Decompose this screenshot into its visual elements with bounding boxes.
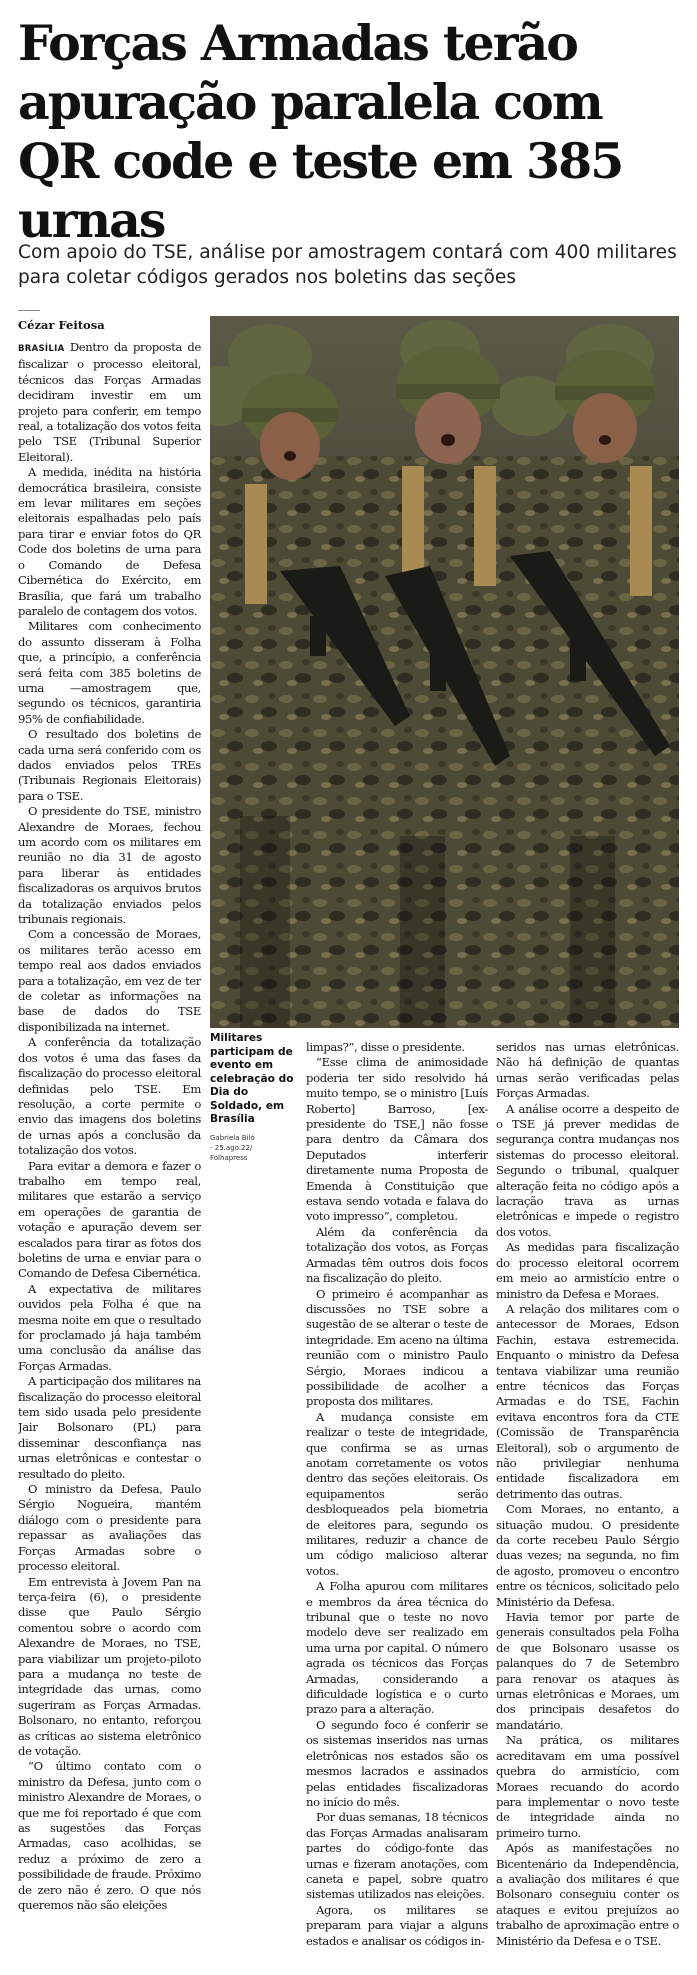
paragraph: O ministro da Defesa, Paulo Sérgio Nogueira, mantém diálogo com o presidente para repassar as avaliações das Forças Armadas sobre o processo eleitoral. (18, 1482, 201, 1574)
caption-text: Militares participam de evento em celebração do Dia do Soldado, em Brasília (210, 1032, 294, 1125)
photo-credit-date: - 25.ago.22/ (210, 1143, 253, 1152)
body-column-3 (496, 1040, 679, 1970)
soldiers-marching-photo (210, 316, 679, 1028)
dateline: BRASÍLIA (18, 344, 65, 354)
body-column-1 (18, 340, 201, 1970)
paragraph: Militares com conhecimento do assunto disseram à Folha que, a princípio, a conferência será feita com 385 boletins de urna —amostragem que, segundo os técnicos, garantiria 95% de confiabilidade. (18, 619, 201, 726)
paragraph: Com a concessão de Moraes, os militares terão acesso em tempo real aos dados enviados para a totalização, em vez de ter de coletar as informações na base de dados do TSE disponibilizada na internet. (18, 927, 201, 1034)
subheadline: Com apoio do TSE, análise por amostragem contará com 400 militares para coletar códigos gerados nos boletins das seções (18, 242, 677, 288)
paragraph: A expectativa de militares ouvidos pela Folha é que na mesma noite em que o resultado for proclamado já haja também uma conclusão da análise das Forças Armadas. (18, 1281, 201, 1373)
paragraph: A Folha apurou com militares e membros da área técnica do tribunal que o teste no novo modelo deve ser realizado em uma urna por capital. O número agrada os técnicos das Forças Armadas, considerando a dificuldade logística e o curto prazo para a alteração. (306, 1579, 488, 1717)
paragraph: “Esse clima de animosidade poderia ter sido resolvido há muito tempo, se o ministro [Luís Roberto] Barroso, [ex-presidente do TSE,] não fosse para dentro da Câmara dos Deputados interferir diretamente numa Proposta de Emenda à Constituição que estava sendo votada e falava do voto impresso”, completou. (306, 1055, 488, 1224)
photo-caption (210, 1032, 300, 1163)
paragraph: Para evitar a demora e fazer o trabalho em tempo real, militares que estarão a serviço em operações de garantia de votação e apuração devem ser escalados para tirar as fotos dos boletins de urna e enviar para o Comando de Defesa Cibernética. (18, 1158, 201, 1281)
byline-divider (18, 310, 40, 311)
photo-credit-agency: Folhapress (210, 1153, 248, 1162)
headline: Forças Armadas terão apuração paralela com QR code e teste em 385 urnas (18, 14, 623, 249)
paragraph: seridos nas urnas eletrônicas. Não há definição de quantas urnas serão verificadas pelas Forças Armadas. (496, 1040, 679, 1101)
paragraph: Com Moraes, no entanto, a situação mudou. O presidente da corte recebeu Paulo Sérgio duas vezes; na segunda, no fim de agosto, promoveu o encontro entre os técnicos, solicitado pelo Ministério da Defesa. (496, 1502, 679, 1609)
paragraph: BRASÍLIA Dentro da proposta de fiscalizar o processo eleitoral, técnicos das Forças Armadas decidiram investir em um projeto para conferir, em tempo real, a totalização dos votos feita pelo TSE (Tribunal Superior Eleitoral). (18, 340, 201, 464)
paragraph: Além da conferência da totalização dos votos, as Forças Armadas têm outros dois focos na fiscalização do pleito. (306, 1224, 488, 1286)
paragraph: “O último contato com o ministro da Defesa, junto com o ministro Alexandre de Moraes, o que me foi reportado é que com as sugestões das Forças Armadas, caso acolhidas, se reduz a próximo de zero a possibilidade de fraude. Próximo de zero não é zero. O que nós queremos não são eleições (18, 1759, 201, 1913)
paragraph: O primeiro é acompanhar as discussões no TSE sobre a sugestão de se alterar o teste de integridade. Em aceno na última reunião com o ministro Paulo Sérgio, Moraes indicou a possibilidade de acolher a proposta dos militares. (306, 1286, 488, 1409)
paragraph: A análise ocorre a despeito de o TSE já prever medidas de segurança contra mudanças nos sistemas do processo eleitoral. Segundo o tribunal, qualquer alteração feita no código após a lacração trava as urnas eletrônicas e impede o registro dos votos. (496, 1101, 679, 1239)
paragraph: A relação dos militares com o antecessor de Moraes, Edson Fachin, estava estremecida. Enquanto o ministro da Defesa tentava viabilizar uma reunião entre técnicos das Forças Armadas e do TSE, Fachin evitava encontros fora da CTE (Comissão de Transparência Eleitoral), sob o argumento de não privilegiar nenhuma entidade fiscalizadora em detrimento das outras. (496, 1301, 679, 1501)
paragraph: As medidas para fiscalização do processo eleitoral ocorrem em meio ao armistício entre o ministro da Defesa e Moraes. (496, 1240, 679, 1301)
paragraph: A medida, inédita na história democrática brasileira, consiste em levar militares em seções eleitorais espalhadas pelo país para tirar e enviar fotos do QR Code dos boletins de urna para o Comando de Defesa Cibernética do Exército, em Brasília, que fará um trabalho paralelo de contagem dos votos. (18, 465, 201, 618)
paragraph: Em entrevista à Jovem Pan na terça-feira (6), o presidente disse que Paulo Sérgio comentou sobre o acordo com Alexandre de Moraes, no TSE, para viabilizar um projeto-piloto para a mudança no teste de integridade das urnas, como sugeriram as Forças Armadas. Bolsonaro, no entanto, reforçou as críticas ao sistema eletrônico de votação. (18, 1574, 201, 1758)
paragraph: Após as manifestações no Bicentenário da Independência, a avaliação dos militares é que Bolsonaro conseguiu conter os ataques e evitou prejuízos ao trabalho de aproximação entre o Ministério da Defesa e o TSE. (496, 1841, 679, 1948)
paragraph: O presidente do TSE, ministro Alexandre de Moraes, fechou um acordo com os militares em reunião no dia 31 de agosto para liberar às entidades fiscalizadoras os arquivos brutos da totalização enviados pelos tribunais regionais. (18, 804, 201, 927)
paragraph: Agora, os militares se preparam para viajar a alguns estados e analisar os códigos in- (306, 1902, 488, 1948)
paragraph: A conferência da totalização dos votos é uma das fases da fiscalização do processo eleitoral definidas pelo TSE. Em resolução, a corte permite o envio das imagens dos boletins de urnas após a conclusão da totalização dos votos. (18, 1035, 201, 1158)
paragraph: A participação dos militares na fiscalização do processo eleitoral tem sido usada pelo presidente Jair Bolsonaro (PL) para disseminar desconfiança nas urnas eletrônicas e contestar o resultado do pleito. (18, 1374, 201, 1481)
paragraph: A mudança consiste em realizar o teste de integridade, que confirma se as urnas anotam corretamente os votos dentro das seções eleitorais. Os equipamentos serão desbloqueados pela biometria de eleitores para, segundo os militares, reduzir a chance de um código malicioso alterar votos. (306, 1409, 488, 1578)
body-column-2 (306, 1040, 488, 1970)
paragraph: Por duas semanas, 18 técnicos das Forças Armadas analisaram partes do código-fonte das urnas e fizeram anotações, com caneta e papel, sobre quatro sistemas utilizados nas eleições. (306, 1810, 488, 1902)
photo-credit-name: Gabriela Biló (210, 1133, 255, 1142)
paragraph: Havia temor por parte de generais consultados pela Folha de que Bolsonaro usasse os palanques do 7 de Setembro para renovar os ataques às urnas eletrônicas e Moraes, um dos principais desafetos do mandatário. (496, 1610, 679, 1732)
byline: Cézar Feitosa (18, 318, 105, 332)
paragraph: O segundo foco é conferir se os sistemas inseridos nas urnas eletrônicas nos estados são os mesmos lacrados e assinados pelas entidades fiscalizadoras no início do mês. (306, 1717, 488, 1809)
paragraph: Na prática, os militares acreditavam em uma possível quebra do armistício, com Moraes recuando do acordo para implementar o novo teste de integridade ainda no primeiro turno. (496, 1733, 679, 1840)
paragraph: O resultado dos boletins de cada urna será conferido com os dados enviados pelos TREs (Tribunais Regionais Eleitorais) para o TSE. (18, 727, 201, 803)
paragraph: limpas?”, disse o presidente. (306, 1040, 465, 1054)
